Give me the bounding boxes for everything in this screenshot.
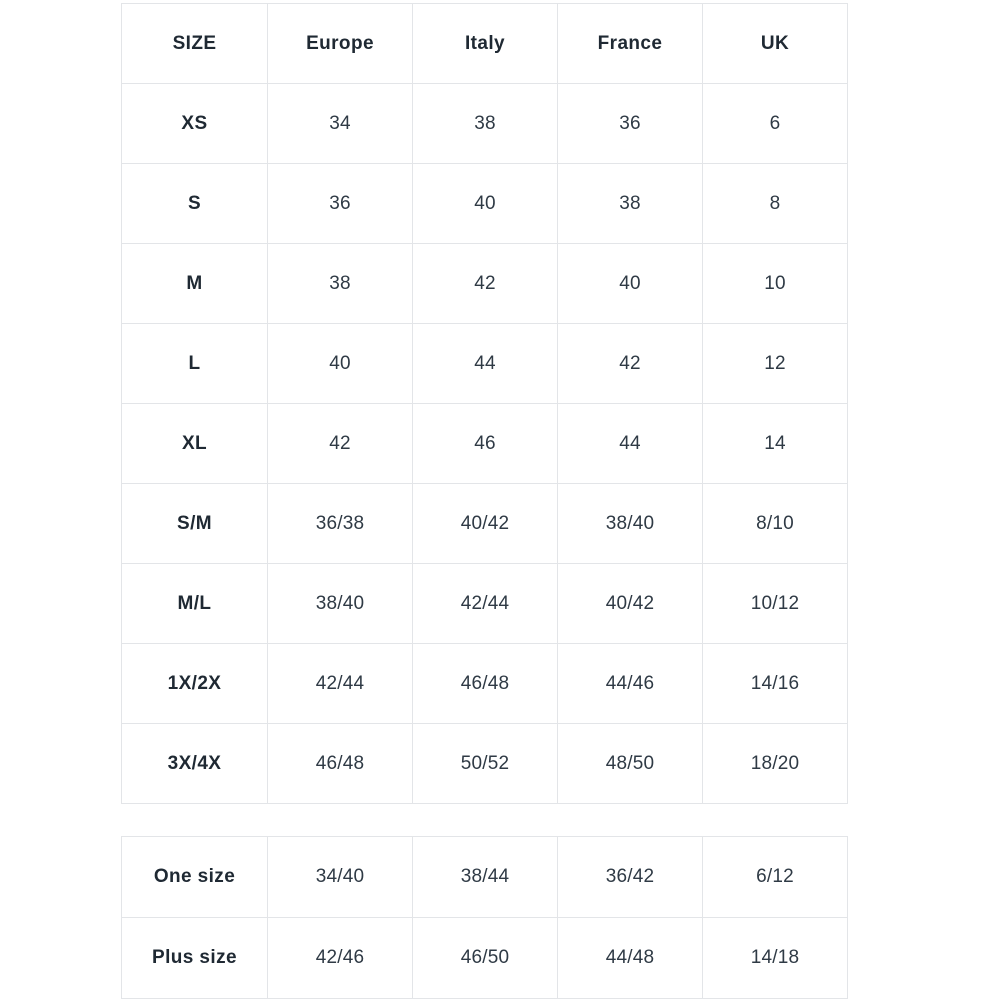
cell-italy: 38/44 bbox=[413, 837, 558, 918]
table-row bbox=[122, 484, 848, 564]
header-row bbox=[122, 4, 848, 84]
table-row bbox=[122, 564, 848, 644]
table-header bbox=[122, 4, 848, 84]
cell-italy: 38 bbox=[413, 84, 558, 164]
cell-uk: 10/12 bbox=[703, 564, 848, 644]
cell-italy: 50/52 bbox=[413, 724, 558, 804]
extra-size-table bbox=[121, 836, 848, 999]
cell-europe: 38 bbox=[268, 244, 413, 324]
cell-uk: 14/18 bbox=[703, 918, 848, 999]
table-row bbox=[122, 837, 848, 918]
cell-italy: 42 bbox=[413, 244, 558, 324]
row-label: 1X/2X bbox=[122, 644, 268, 724]
cell-france: 44 bbox=[558, 404, 703, 484]
column-header-france: France bbox=[558, 4, 703, 84]
cell-uk: 6 bbox=[703, 84, 848, 164]
row-label-one-size: One size bbox=[122, 837, 268, 918]
cell-france: 38 bbox=[558, 164, 703, 244]
table-row bbox=[122, 918, 848, 999]
cell-france: 38/40 bbox=[558, 484, 703, 564]
cell-uk: 14 bbox=[703, 404, 848, 484]
cell-europe: 36/38 bbox=[268, 484, 413, 564]
cell-italy: 46/50 bbox=[413, 918, 558, 999]
cell-uk: 12 bbox=[703, 324, 848, 404]
table-body bbox=[122, 84, 848, 804]
cell-france: 40/42 bbox=[558, 564, 703, 644]
cell-italy: 46 bbox=[413, 404, 558, 484]
cell-italy: 40 bbox=[413, 164, 558, 244]
cell-europe: 34 bbox=[268, 84, 413, 164]
table-row bbox=[122, 724, 848, 804]
cell-uk: 14/16 bbox=[703, 644, 848, 724]
column-header-europe: Europe bbox=[268, 4, 413, 84]
cell-france: 44/48 bbox=[558, 918, 703, 999]
cell-europe: 46/48 bbox=[268, 724, 413, 804]
row-label: M/L bbox=[122, 564, 268, 644]
row-label: L bbox=[122, 324, 268, 404]
row-label: S bbox=[122, 164, 268, 244]
cell-uk: 8/10 bbox=[703, 484, 848, 564]
row-label: XL bbox=[122, 404, 268, 484]
cell-uk: 10 bbox=[703, 244, 848, 324]
cell-france: 36/42 bbox=[558, 837, 703, 918]
column-header-size: SIZE bbox=[122, 4, 268, 84]
cell-uk: 18/20 bbox=[703, 724, 848, 804]
cell-france: 40 bbox=[558, 244, 703, 324]
cell-europe: 34/40 bbox=[268, 837, 413, 918]
row-label: 3X/4X bbox=[122, 724, 268, 804]
row-label: M bbox=[122, 244, 268, 324]
cell-italy: 46/48 bbox=[413, 644, 558, 724]
table-row bbox=[122, 164, 848, 244]
column-header-italy: Italy bbox=[413, 4, 558, 84]
table-row bbox=[122, 324, 848, 404]
cell-uk: 6/12 bbox=[703, 837, 848, 918]
cell-europe: 42/44 bbox=[268, 644, 413, 724]
cell-uk: 8 bbox=[703, 164, 848, 244]
table-row bbox=[122, 84, 848, 164]
row-label-plus-size: Plus size bbox=[122, 918, 268, 999]
cell-europe: 38/40 bbox=[268, 564, 413, 644]
table-row bbox=[122, 644, 848, 724]
cell-france: 48/50 bbox=[558, 724, 703, 804]
cell-europe: 42 bbox=[268, 404, 413, 484]
cell-europe: 40 bbox=[268, 324, 413, 404]
table-row bbox=[122, 244, 848, 324]
column-header-uk: UK bbox=[703, 4, 848, 84]
cell-europe: 42/46 bbox=[268, 918, 413, 999]
table-row bbox=[122, 404, 848, 484]
extra-table-body bbox=[122, 837, 848, 999]
row-label: XS bbox=[122, 84, 268, 164]
cell-france: 44/46 bbox=[558, 644, 703, 724]
cell-europe: 36 bbox=[268, 164, 413, 244]
cell-france: 36 bbox=[558, 84, 703, 164]
row-label: S/M bbox=[122, 484, 268, 564]
cell-italy: 42/44 bbox=[413, 564, 558, 644]
cell-italy: 40/42 bbox=[413, 484, 558, 564]
cell-france: 42 bbox=[558, 324, 703, 404]
main-size-table bbox=[121, 3, 848, 804]
cell-italy: 44 bbox=[413, 324, 558, 404]
